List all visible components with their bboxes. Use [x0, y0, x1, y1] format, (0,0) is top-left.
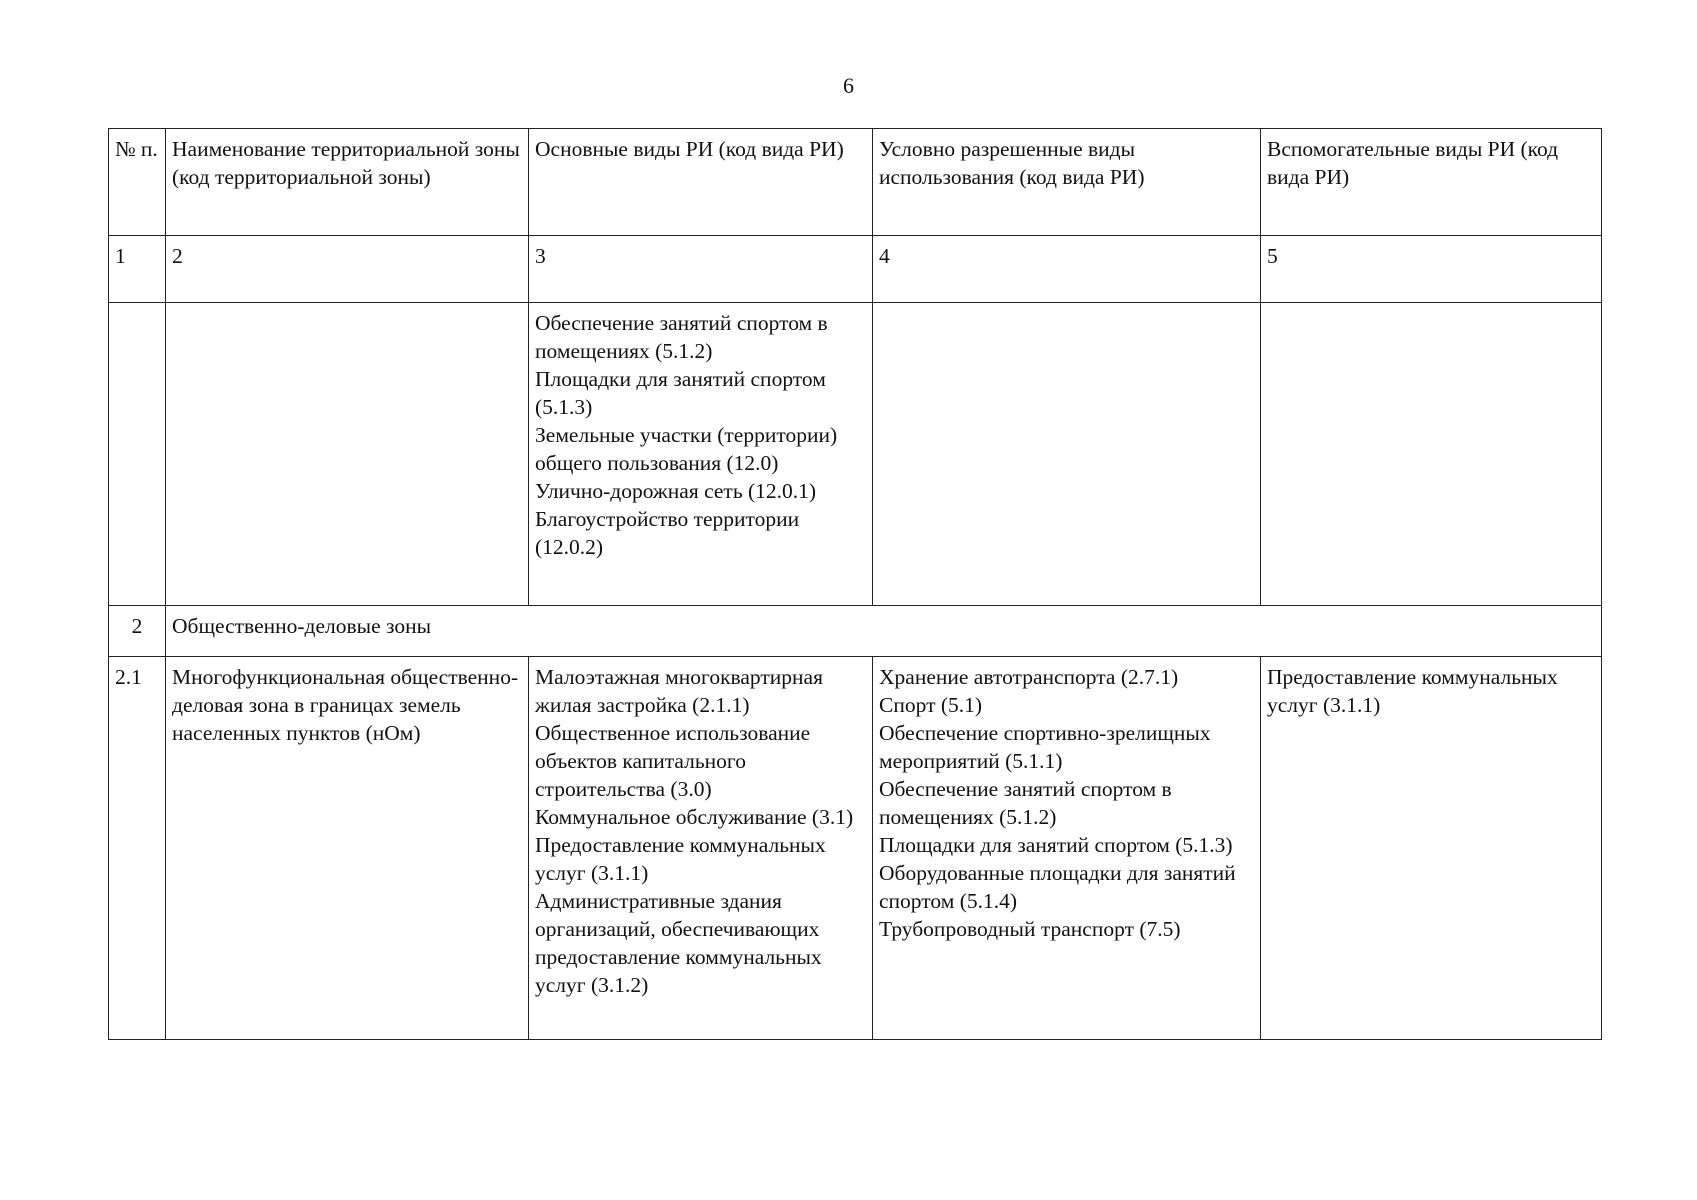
- use-entry: Обеспечение спортивно-зрелищных мероприятий (5.1.1): [879, 721, 1211, 773]
- conditional-uses-cell: [873, 657, 1261, 1040]
- auxiliary-uses-cell: [1261, 657, 1602, 1040]
- main-uses-cell: [529, 657, 873, 1040]
- table-header-row: [109, 129, 1602, 236]
- use-entry: Площадки для занятий спортом (5.1.3): [879, 833, 1233, 857]
- use-entry: Хранение автотранспорта (2.7.1): [879, 665, 1179, 689]
- use-entry: Общественное использование объектов капитального строительства (3.0): [535, 721, 811, 801]
- table-row: [109, 657, 1602, 1040]
- column-index: 3: [529, 236, 873, 303]
- use-entry: Предоставление коммунальных услуг (3.1.1): [1267, 665, 1558, 717]
- section-number: 2: [109, 606, 166, 657]
- use-entry: Улично-дорожная сеть (12.0.1): [535, 479, 817, 503]
- zone-name-cell: Многофункциональная общественно-деловая зона в границах земель населенных пунктов (нОм): [166, 657, 529, 1040]
- column-index: 5: [1261, 236, 1602, 303]
- use-entry: Земельные участки (территории) общего пользования (12.0): [535, 423, 838, 475]
- use-entry: Административные здания организаций, обеспечивающих предоставление коммунальных услуг (3.1.2): [535, 889, 822, 997]
- use-entry: Спорт (5.1): [879, 693, 983, 717]
- section-row: [109, 606, 1602, 657]
- row-number-cell: 2.1: [109, 657, 166, 1040]
- use-entry: Благоустройство территории (12.0.2): [535, 507, 800, 559]
- zone-name-cell: [166, 303, 529, 606]
- header-auxiliary-uses: Вспомогательные виды РИ (код вида РИ): [1261, 129, 1602, 236]
- page-number: 6: [843, 73, 854, 98]
- use-entry: Обеспечение занятий спортом в помещениях (5.1.2): [879, 777, 1172, 829]
- section-title: Общественно-деловые зоны: [166, 606, 1602, 657]
- header-zone-name: Наименование территориальной зоны (код территориальной зоны): [166, 129, 529, 236]
- use-entry: Трубопроводный транспорт (7.5): [879, 917, 1181, 941]
- use-entry: Коммунальное обслуживание (3.1): [535, 805, 854, 829]
- use-entry: Предоставление коммунальных услуг (3.1.1): [535, 833, 826, 885]
- column-index: 4: [873, 236, 1261, 303]
- main-uses-cell: [529, 303, 873, 606]
- auxiliary-uses-cell: [1261, 303, 1602, 606]
- column-index: 2: [166, 236, 529, 303]
- header-main-uses: Основные виды РИ (код вида РИ): [529, 129, 873, 236]
- use-entry: Обеспечение занятий спортом в помещениях (5.1.2): [535, 311, 828, 363]
- use-entry: Малоэтажная многоквартирная жилая застройка (2.1.1): [535, 665, 823, 717]
- use-entry: Оборудованные площадки для занятий спортом (5.1.4): [879, 861, 1236, 913]
- column-index: 1: [109, 236, 166, 303]
- row-number-cell: [109, 303, 166, 606]
- table-row: [109, 303, 1602, 606]
- conditional-uses-cell: [873, 303, 1261, 606]
- header-conditional-uses: Условно разрешенные виды использования (код вида РИ): [873, 129, 1261, 236]
- zoning-table: [108, 128, 1602, 1040]
- use-entry: Площадки для занятий спортом (5.1.3): [535, 367, 826, 419]
- header-number: № п.: [109, 129, 166, 236]
- column-index-row: [109, 236, 1602, 303]
